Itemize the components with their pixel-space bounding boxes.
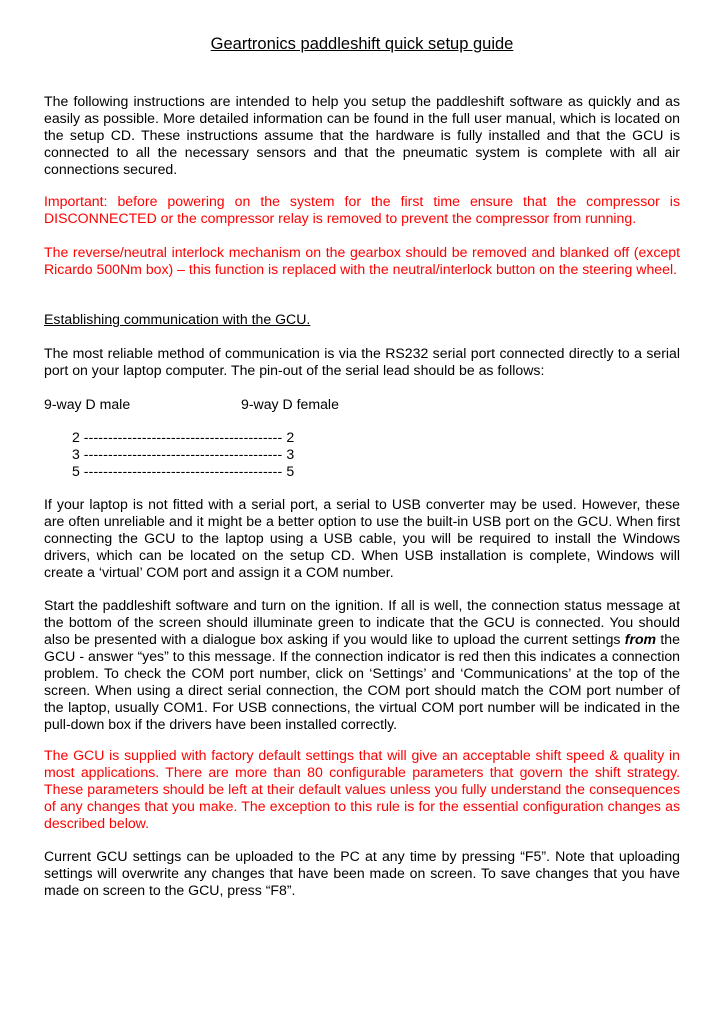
- start-text-part1: Start the paddleshift software and turn on the ignition. If all is well, the connection status message at the bottom of the screen should illuminate green to indicate that the GCU is connected. You should also be presented with a dialogue box asking if you would like to upload the current settings: [44, 597, 680, 647]
- male-connector-label: 9-way D male: [44, 396, 131, 412]
- upload-paragraph: Current GCU settings can be uploaded to the PC at any time by pressing “F5”. Note that uploading settings will overwrite any changes that have been made on screen. To save changes that you have made on screen to the GCU, press “F8”.: [44, 848, 680, 898]
- female-pin: 3: [286, 446, 295, 462]
- pinout-row: [72, 429, 294, 446]
- emphasis-from: from: [624, 631, 657, 647]
- intro-paragraph: The following instructions are intended to help you setup the paddleshift software as quickly and as easily as possible. More detailed information can be found in the full user manual, which is located on the setup CD. These instructions assume that the hardware is fully installed and that the GCU is connected to all the necessary sensors and that the pneumatic system is complete with all air connections secured.: [44, 93, 680, 177]
- female-connector-label: 9-way D female: [241, 396, 339, 412]
- document-title: Geartronics paddleshift quick setup guide: [210, 35, 514, 53]
- female-pin: 2: [286, 429, 295, 445]
- pin-connection-line: -----------------------------------------: [83, 463, 287, 479]
- interlock-warning: The reverse/neutral interlock mechanism on the gearbox should be removed and blanked off (except Ricardo 500Nm box) – this function is replaced with the neutral/interlock button on the steering wheel.: [44, 244, 680, 277]
- pinout-row: [72, 446, 294, 463]
- start-software-paragraph: [44, 597, 680, 733]
- compressor-warning: Important: before powering on the system for the first time ensure that the compressor is DISCONNECTED or the compressor relay is removed to prevent the compressor from running.: [44, 193, 680, 226]
- male-pin: 5: [72, 463, 80, 479]
- rs232-paragraph: The most reliable method of communication is via the RS232 serial port connected directly to a serial port on your laptop computer. The pin-out of the serial lead should be as follows:: [44, 345, 680, 378]
- female-pin: 5: [286, 463, 295, 479]
- male-pin: 2: [72, 429, 80, 445]
- defaults-warning: The GCU is supplied with factory default settings that will give an acceptable shift speed & quality in most applications. There are more than 80 configurable parameters that govern the shift strategy. These parameters should be left at their default values unless you fully understand the consequences of any changes that you make. The exception to this rule is for the essential configuration changes as described below.: [44, 747, 680, 831]
- pin-connection-line: -----------------------------------------: [83, 446, 287, 462]
- section-heading-communication: Establishing communication with the GCU.: [44, 311, 311, 327]
- pin-connection-line: -----------------------------------------: [83, 429, 287, 445]
- start-text-part2: the GCU - answer “yes” to this message. If the connection indicator is red then this indicates a connection problem. To check the COM port number, click on ‘Settings’ and ‘Communications’ at the top of the screen. When using a direct serial connection, the COM port should match the COM port number of the laptop, usually COM1. For USB connections, the virtual COM port number will be indicated in the pull-down box if the drivers have been installed correctly.: [44, 631, 680, 732]
- usb-paragraph: If your laptop is not fitted with a serial port, a serial to USB converter may be used. However, these are often unreliable and it might be a better option to use the built-in USB port on the GCU. When first connecting the GCU to the laptop using a USB cable, you will be required to install the Windows drivers, which can be located on the setup CD. When USB installation is complete, Windows will create a ‘virtual’ COM port and assign it a COM number.: [44, 496, 680, 580]
- male-pin: 3: [72, 446, 80, 462]
- pinout-row: [72, 463, 294, 480]
